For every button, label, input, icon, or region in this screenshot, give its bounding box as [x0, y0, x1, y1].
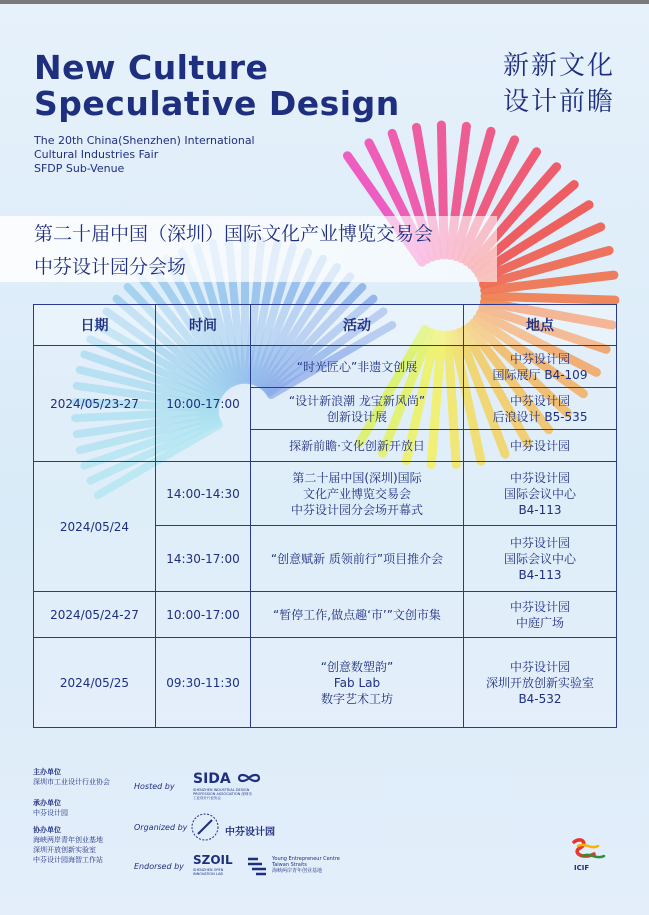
activity-cell — [251, 430, 464, 462]
location-text: 中芬设计园 — [509, 351, 570, 366]
time-cell: 10:00-17:00 — [156, 346, 251, 462]
location-text: B4-113 — [518, 502, 562, 517]
location-cell — [464, 388, 617, 430]
activity-text: “创意数塑韵” — [320, 659, 394, 674]
fair-venue-zh: 中芬设计园分会场 — [34, 256, 187, 278]
host-label: 主办单位 — [33, 768, 61, 776]
activity-text: 文化产业博览交易会 — [302, 486, 411, 501]
organized-by-label: Organized by — [134, 823, 188, 832]
header-date: 日期 — [34, 305, 156, 346]
sfdp-logo: 中芬设计园 — [225, 827, 275, 838]
young-line1: Young Entrepreneur Centre — [272, 856, 340, 862]
activity-text: 中芬设计园分会场开幕式 — [290, 502, 423, 517]
table-row — [34, 638, 617, 728]
location-text: 中庭广场 — [515, 615, 564, 630]
sida-logo — [193, 771, 262, 787]
activity-text: 第二十届中国(深圳)国际 — [292, 470, 422, 485]
schedule-table — [33, 304, 617, 728]
activity-text: “暂停工作,做点趣‘市’”文创市集 — [273, 607, 441, 622]
location-text: 中芬设计园 — [509, 393, 570, 408]
icif-label: ICIF — [574, 864, 590, 872]
table-row — [34, 346, 617, 388]
sfdp-seal-icon — [190, 812, 220, 842]
icif-logo-icon — [568, 834, 608, 866]
young-line2: Taiwan Straits — [272, 862, 307, 868]
location-text: 中芬设计园 — [509, 470, 570, 485]
sida-logo-text: SIDA — [193, 771, 231, 787]
activity-cell — [251, 462, 464, 526]
subtitle-line1: The 20th China(Shenzhen) International — [34, 134, 255, 147]
title-en-line1: New Culture — [34, 48, 269, 87]
undertake-label: 承办单位 — [33, 799, 61, 807]
location-cell — [464, 462, 617, 526]
date-cell: 2024/05/24 — [34, 462, 156, 592]
location-text: 中芬设计园 — [509, 599, 570, 614]
young-entrepreneur-icon — [246, 855, 268, 877]
organizer-list — [33, 768, 110, 865]
location-text: 中芬设计园 — [509, 438, 570, 453]
young-line3: 海峡两岸青年创业基地 — [272, 868, 323, 874]
activity-text: Fab Lab — [333, 675, 381, 690]
location-text: 国际展厅 B4-109 — [492, 367, 588, 382]
time-cell: 14:30-17:00 — [156, 526, 251, 592]
location-cell — [464, 430, 617, 462]
title-en — [34, 50, 400, 122]
title-zh-line1: 新新文化 — [502, 51, 615, 81]
undertake-value: 中芬设计园 — [33, 809, 68, 817]
subtitle — [34, 134, 255, 176]
activity-text: 创新设计展 — [326, 409, 387, 424]
young-entrepreneur-logo — [272, 856, 340, 874]
location-text: B4-113 — [518, 567, 562, 582]
activity-cell — [251, 592, 464, 638]
time-cell: 09:30-11:30 — [156, 638, 251, 728]
hosted-by-label: Hosted by — [134, 782, 175, 791]
coorganizer-label: 协办单位 — [33, 826, 61, 834]
location-cell — [464, 592, 617, 638]
date-cell: 2024/05/24-27 — [34, 592, 156, 638]
location-text: 中芬设计园 — [509, 535, 570, 550]
date-cell: 2024/05/23-27 — [34, 346, 156, 462]
infinity-icon — [236, 771, 262, 785]
table-header-row — [34, 305, 617, 346]
activity-text: 探新前瞻·文化创新开放日 — [289, 438, 425, 453]
subtitle-line2: Cultural Industries Fair — [34, 148, 159, 161]
activity-text: 数字艺术工坊 — [320, 691, 393, 706]
coorganizer-value: 海峡两岸青年创业基地 — [33, 836, 103, 844]
location-text: B4-532 — [518, 691, 562, 706]
header-activity: 活动 — [251, 305, 464, 346]
szoil-logo: SZOIL — [193, 853, 233, 867]
activity-text: “设计新浪潮 龙宝新风尚” — [288, 393, 426, 408]
sida-subtitle: SHENZHEN INDUSTRIAL DESIGN PROFESSION ASSOCIATION 深圳市工业设计行业协会 — [193, 788, 252, 800]
table-row — [34, 462, 617, 526]
endorsed-by-label: Endorsed by — [134, 862, 184, 871]
activity-cell — [251, 526, 464, 592]
location-text: 国际会议中心 — [503, 551, 576, 566]
subtitle-line3: SFDP Sub-Venue — [34, 162, 125, 175]
title-zh — [503, 48, 615, 120]
location-text: 后浪设计 B5-535 — [492, 409, 588, 424]
activity-text: “创意赋新 质领前行”项目推介会 — [270, 551, 444, 566]
ray — [485, 296, 615, 300]
coorganizer-value: 中芬设计园海智工作站 — [33, 856, 103, 864]
location-cell — [464, 526, 617, 592]
header-time: 时间 — [156, 305, 251, 346]
activity-cell — [251, 638, 464, 728]
coorganizer-value: 深圳开放创新实验室 — [33, 846, 96, 854]
title-zh-line2: 设计前瞻 — [502, 87, 615, 117]
time-cell: 14:00-14:30 — [156, 462, 251, 526]
time-cell: 10:00-17:00 — [156, 592, 251, 638]
szoil-subtitle: SHENZHEN OPEN INNOVATION LAB — [193, 868, 224, 876]
fair-title-zh: 第二十届中国（深圳）国际文化产业博览交易会 — [34, 223, 434, 245]
title-en-line2: Speculative Design — [34, 84, 400, 123]
activity-cell — [251, 346, 464, 388]
location-cell — [464, 346, 617, 388]
host-value: 深圳市工业设计行业协会 — [33, 778, 110, 786]
location-cell — [464, 638, 617, 728]
location-text: 深圳开放创新实验室 — [485, 675, 594, 690]
activity-text: “时光匠心”非遗文创展 — [296, 359, 418, 374]
date-cell: 2024/05/25 — [34, 638, 156, 728]
location-text: 中芬设计园 — [509, 659, 570, 674]
header-location: 地点 — [464, 305, 617, 346]
location-text: 国际会议中心 — [503, 486, 576, 501]
table-row — [34, 592, 617, 638]
activity-cell — [251, 388, 464, 430]
